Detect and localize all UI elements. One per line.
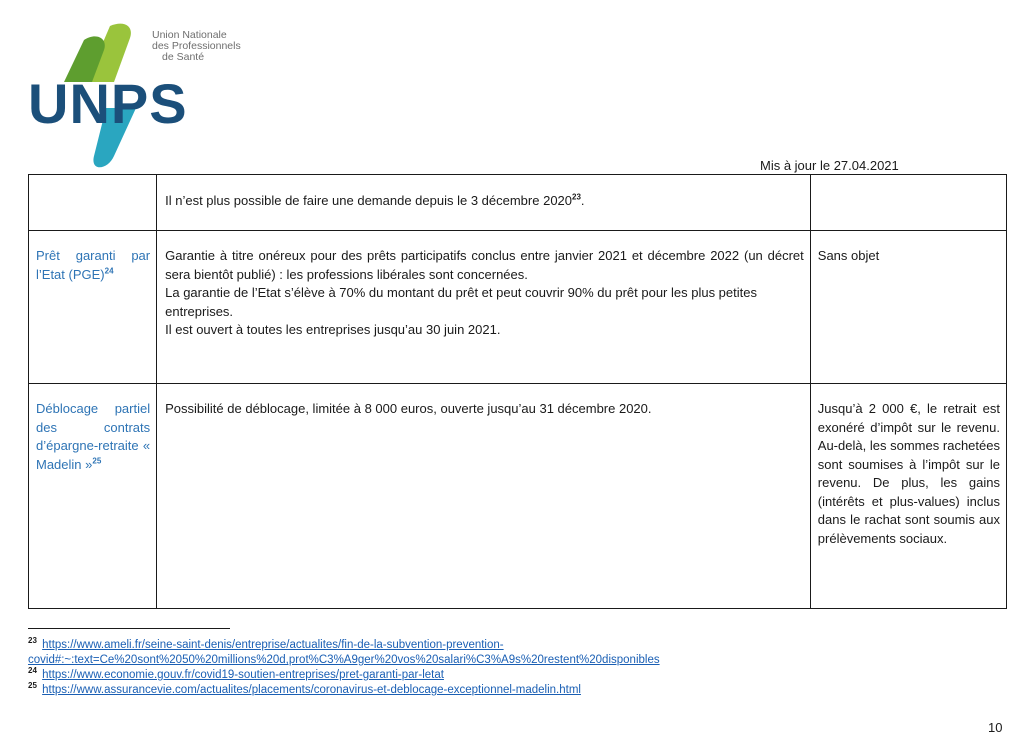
logo-tagline-line: des Professionnels: [152, 40, 241, 52]
footnote-23-continued: [28, 653, 1008, 668]
row-body: Il n’est plus possible de faire une demande depuis le 3 décembre 2020$^{23}$.: [157, 175, 811, 231]
row-label-text: Prêt garanti par l’Etat (PGE): [36, 248, 151, 282]
footnote-ref[interactable]: 23: [572, 192, 581, 202]
footnote-link[interactable]: https://www.ameli.fr/seine-saint-denis/entreprise/actualites/fin-de-la-subvention-prevention-: [42, 639, 504, 651]
row-body: [157, 231, 811, 384]
row-label: [29, 175, 157, 231]
logo-tagline: [152, 30, 241, 63]
table-row: [29, 231, 1007, 384]
update-date: Mis à jour le 27.04.2021: [760, 158, 899, 173]
page-number: 10: [988, 720, 1003, 735]
unps-logo: [28, 20, 258, 172]
row-body-paragraph: Garantie à titre onéreux pour des prêts participatifs conclus entre janvier 2021 et décembre 2022 (un décret sera bientôt publié) : les professions libérales sont concernées.: [165, 248, 804, 282]
row-label: [29, 384, 157, 609]
row-body-paragraph: Il est ouvert à toutes les entreprises jusqu’au 30 juin 2021.: [165, 322, 501, 337]
footnote-link[interactable]: https://www.economie.gouv.fr/covid19-soutien-entreprises/pret-garanti-par-letat: [42, 669, 444, 681]
footnote-number: 25: [28, 681, 37, 691]
logo-wordmark: UNPS: [28, 72, 188, 135]
row-note: Jusqu’à 2 000 €, le retrait est exonéré d’impôt sur le revenu. Au-delà, les sommes rachetées sont soumises à l’impôt sur le revenu. De plus, les gains (intérêts et plus-values) inclus dans le rachat sont soumis aux prélèvements sociaux.: [810, 384, 1006, 609]
footnote-link[interactable]: covid#:~:text=Ce%20sont%2050%20millions%20d,prot%C3%A9ger%20vos%20salari%C3%A9s%20restent%20disponibles: [28, 654, 660, 666]
footnote-24: [28, 668, 1008, 683]
logo-tagline-line: Union Nationale: [152, 29, 227, 41]
footnote-number: 24: [28, 666, 37, 676]
measures-table: [28, 174, 1007, 609]
footnote-ref[interactable]: 24: [104, 266, 114, 276]
footnotes: [28, 638, 1008, 698]
row-body-paragraph: La garantie de l’Etat s’élève à 70% du montant du prêt et peut couvrir 90% du prêt pour les plus petites entreprises.: [165, 285, 757, 319]
row-note: [810, 175, 1006, 231]
footnote-link[interactable]: https://www.assurancevie.com/actualites/placements/coronavirus-et-deblocage-exceptionnel-madelin.html: [42, 684, 581, 696]
footnote-25: [28, 683, 1008, 698]
row-note: Sans objet: [810, 231, 1006, 384]
footnote-ref[interactable]: 25: [92, 456, 102, 466]
footnote-divider: [28, 628, 230, 629]
row-body-paragraph: Possibilité de déblocage, limitée à 8 000 euros, ouverte jusqu’au 31 décembre 2020.: [165, 401, 652, 416]
row-body-text: Il n’est plus possible de faire une demande depuis le 3 décembre 2020: [165, 193, 573, 208]
row-body: [157, 384, 811, 609]
table-row: [29, 175, 1007, 231]
footnote-number: 23: [28, 636, 37, 646]
table-row: [29, 384, 1007, 609]
logo-tagline-line: de Santé: [162, 51, 205, 63]
row-label: [29, 231, 157, 384]
row-label-text: Déblocage partiel des contrats d’épargne-retraite « Madelin »: [36, 401, 151, 472]
footnote-23: [28, 638, 1008, 653]
